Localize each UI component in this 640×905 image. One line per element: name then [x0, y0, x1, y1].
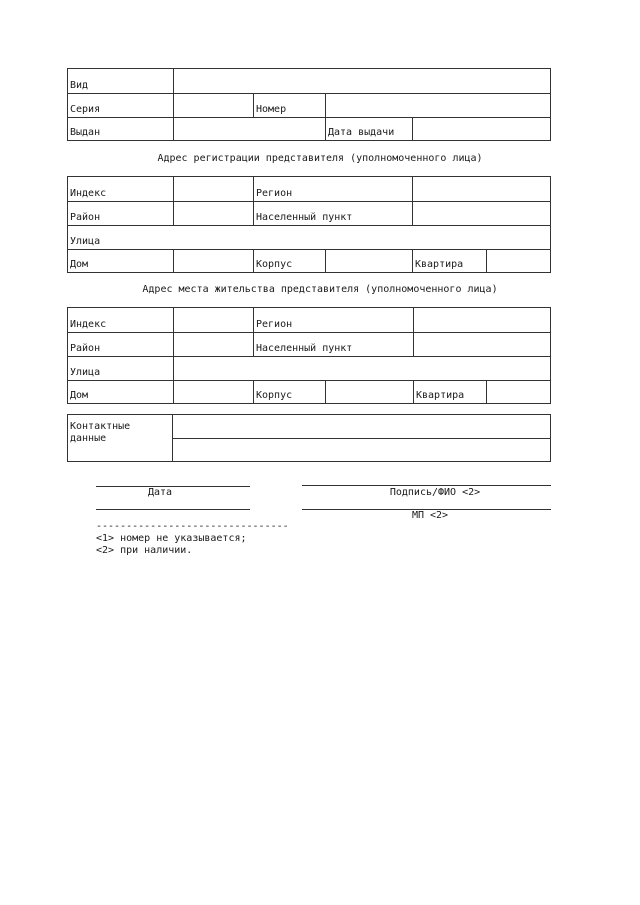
res-street-row — [68, 356, 550, 380]
contact-field-2[interactable] — [173, 438, 550, 462]
residence-address-caption: Адрес места жительства представителя (уполномоченного лица) — [142, 284, 498, 295]
footnotes — [96, 521, 289, 557]
res-district-field[interactable] — [173, 333, 253, 356]
residence-address-table — [67, 307, 551, 404]
res-district-label: Район — [70, 343, 101, 354]
signature-line — [302, 485, 551, 486]
reg-street-field[interactable] — [173, 226, 550, 249]
series-field[interactable] — [173, 94, 253, 117]
reg-street-row — [68, 225, 550, 249]
contact-field-1[interactable] — [173, 415, 550, 438]
contact-label: Контактные данные — [70, 421, 131, 444]
res-locality-field[interactable] — [413, 333, 550, 356]
reg-index-row — [68, 177, 550, 201]
registration-address-caption: Адрес регистрации представителя (уполномоченного лица) — [157, 153, 483, 164]
signature-label: Подпись/ФИО <2> — [389, 487, 481, 498]
reg-apartment-field[interactable] — [486, 250, 550, 272]
document-series-row — [68, 93, 550, 117]
reg-index-field[interactable] — [173, 177, 253, 201]
document-table — [67, 68, 551, 141]
res-building-field[interactable] — [325, 381, 413, 403]
reg-index-label: Индекс — [70, 188, 107, 199]
reg-district-row — [68, 201, 550, 225]
reg-district-field[interactable] — [173, 202, 253, 225]
res-index-field[interactable] — [173, 308, 253, 332]
reg-building-label: Корпус — [253, 250, 325, 272]
res-index-row — [68, 308, 550, 332]
date-line-2 — [96, 509, 250, 510]
reg-district-label: Район — [70, 212, 101, 223]
res-street-label: Улица — [70, 367, 101, 378]
res-apartment-label: Квартира — [413, 381, 486, 403]
contact-fields — [172, 415, 550, 461]
footnote-1: <1> номер не указывается; — [96, 533, 247, 544]
date-label: Дата — [147, 487, 173, 498]
res-region-field[interactable] — [413, 308, 550, 332]
issued-by-field[interactable] — [173, 118, 325, 140]
reg-apartment-label: Квартира — [412, 250, 486, 272]
reg-building-field[interactable] — [325, 250, 412, 272]
stamp-label: МП <2> — [411, 510, 449, 521]
document-kind-label: Вид — [70, 80, 89, 91]
reg-locality-field[interactable] — [412, 202, 550, 225]
res-house-row — [68, 380, 550, 403]
reg-street-label: Улица — [70, 236, 101, 247]
document-kind-row — [68, 69, 550, 93]
reg-house-row — [68, 249, 550, 272]
registration-address-table — [67, 176, 551, 273]
number-label: Номер — [253, 94, 325, 117]
contact-table — [67, 414, 551, 462]
issue-date-label: Дата выдачи — [325, 118, 412, 140]
footnote-2: <2> при наличии. — [96, 545, 193, 556]
reg-house-field[interactable] — [173, 250, 253, 272]
reg-region-label: Регион — [253, 177, 412, 201]
reg-locality-label: Населенный пункт — [253, 202, 412, 225]
issue-date-field[interactable] — [412, 118, 550, 140]
res-locality-label: Населенный пункт — [253, 333, 413, 356]
res-apartment-field[interactable] — [486, 381, 550, 403]
series-label: Серия — [70, 104, 101, 115]
reg-region-field[interactable] — [412, 177, 550, 201]
document-issued-row — [68, 117, 550, 140]
issued-by-label: Выдан — [70, 127, 101, 138]
number-field[interactable] — [325, 94, 550, 117]
res-index-label: Индекс — [70, 319, 107, 330]
document-kind-field[interactable] — [173, 69, 550, 93]
res-house-field[interactable] — [173, 381, 253, 403]
reg-house-label: Дом — [70, 259, 89, 270]
res-district-row — [68, 332, 550, 356]
res-street-field[interactable] — [173, 357, 550, 380]
res-region-label: Регион — [253, 308, 413, 332]
footnote-separator: -------------------------------- — [96, 521, 289, 532]
res-building-label: Корпус — [253, 381, 325, 403]
res-house-label: Дом — [70, 390, 89, 401]
